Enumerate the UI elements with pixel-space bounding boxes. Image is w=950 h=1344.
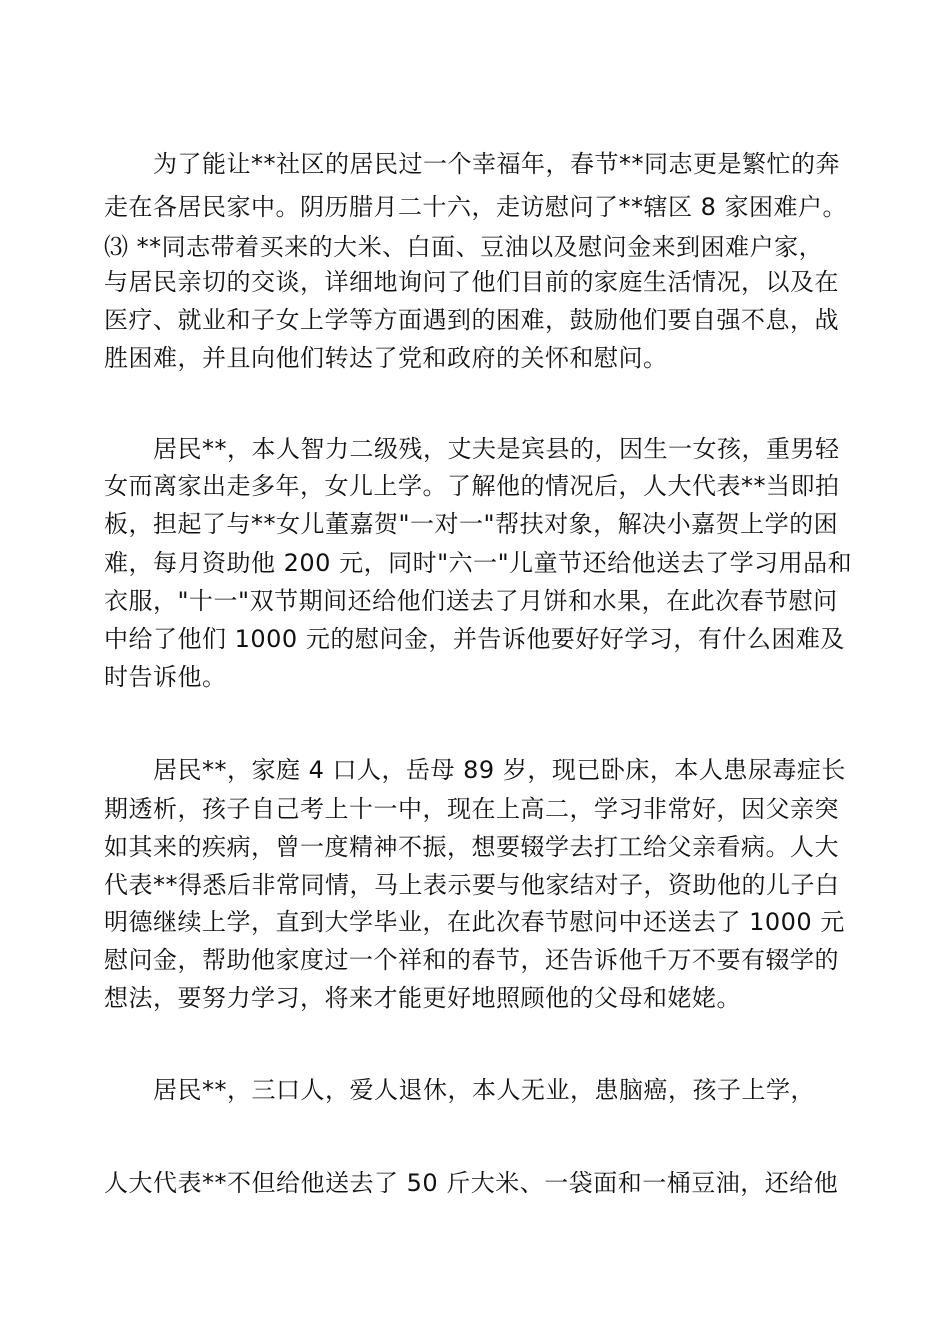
text-line: 居民**，家庭 4 口人，岳母 89 岁，现已卧床，本人患尿毒症长 [104, 756, 846, 784]
text-line: 胜困难，并且向他们转达了党和政府的关怀和慰问。 [104, 344, 668, 372]
text-line: 走在各居民家中。阴历腊月二十六，走访慰问了**辖区 8 家困难户。 [104, 193, 848, 221]
text-line: ⑶ **同志带着买来的大米、白面、豆油以及慰问金来到困难户家， [104, 233, 824, 261]
text-line: 衣服，"十一"双节期间还给他们送去了月饼和水果，在此次春节慰问 [104, 587, 838, 615]
text-line: 时告诉他。 [104, 663, 227, 691]
text-line: 板，担起了与**女儿董嘉贺"一对一"帮扶对象，解决小嘉贺上学的困 [104, 510, 839, 538]
text-line: 期透析，孩子自己考上十一中，现在上高二，学习非常好，因父亲突 [104, 795, 839, 823]
text-line: 居民**，本人智力二级残，丈夫是宾县的，因生一女孩，重男轻 [104, 435, 840, 463]
text-line: 难，每月资助他 200 元，同时"六一"儿童节还给他送去了学习用品和 [104, 549, 853, 577]
text-line: 女而离家出走多年，女儿上学。了解他的情况后，人大代表**当即拍 [104, 472, 840, 500]
text-line: 想法，要努力学习，将来才能更好地照顾他的父母和姥姥。 [104, 984, 741, 1012]
text-line: 人大代表**不但给他送去了 50 斤大米、一袋面和一桶豆油，还给他 [104, 1169, 839, 1197]
text-line: 与居民亲切的交谈，详细地询问了他们目前的家庭生活情况，以及在 [104, 268, 839, 296]
text-line: 中给了他们 1000 元的慰问金，并告诉他要好好学习，有什么困难及 [104, 625, 845, 653]
text-line: 代表**得悉后非常同情，马上表示要与他家结对子，资助他的儿子白 [104, 871, 840, 899]
text-line: 慰问金，帮助他家度过一个祥和的春节，还告诉他千万不要有辍学的 [104, 946, 839, 974]
text-line: 居民**，三口人，爱人退休，本人无业，患脑癌，孩子上学， [104, 1076, 815, 1104]
text-line: 明德继续上学，直到大学毕业，在此次春节慰问中还送去了 1000 元 [104, 908, 845, 936]
text-line: 医疗、就业和子女上学等方面遇到的困难，鼓励他们要自强不息，战 [104, 306, 839, 334]
text-line: 如其来的疾病，曾一度精神不振，想要辍学去打工给父亲看病。人大 [104, 833, 839, 861]
text-line: 为了能让**社区的居民过一个幸福年，春节**同志更是繁忙的奔 [104, 150, 840, 178]
